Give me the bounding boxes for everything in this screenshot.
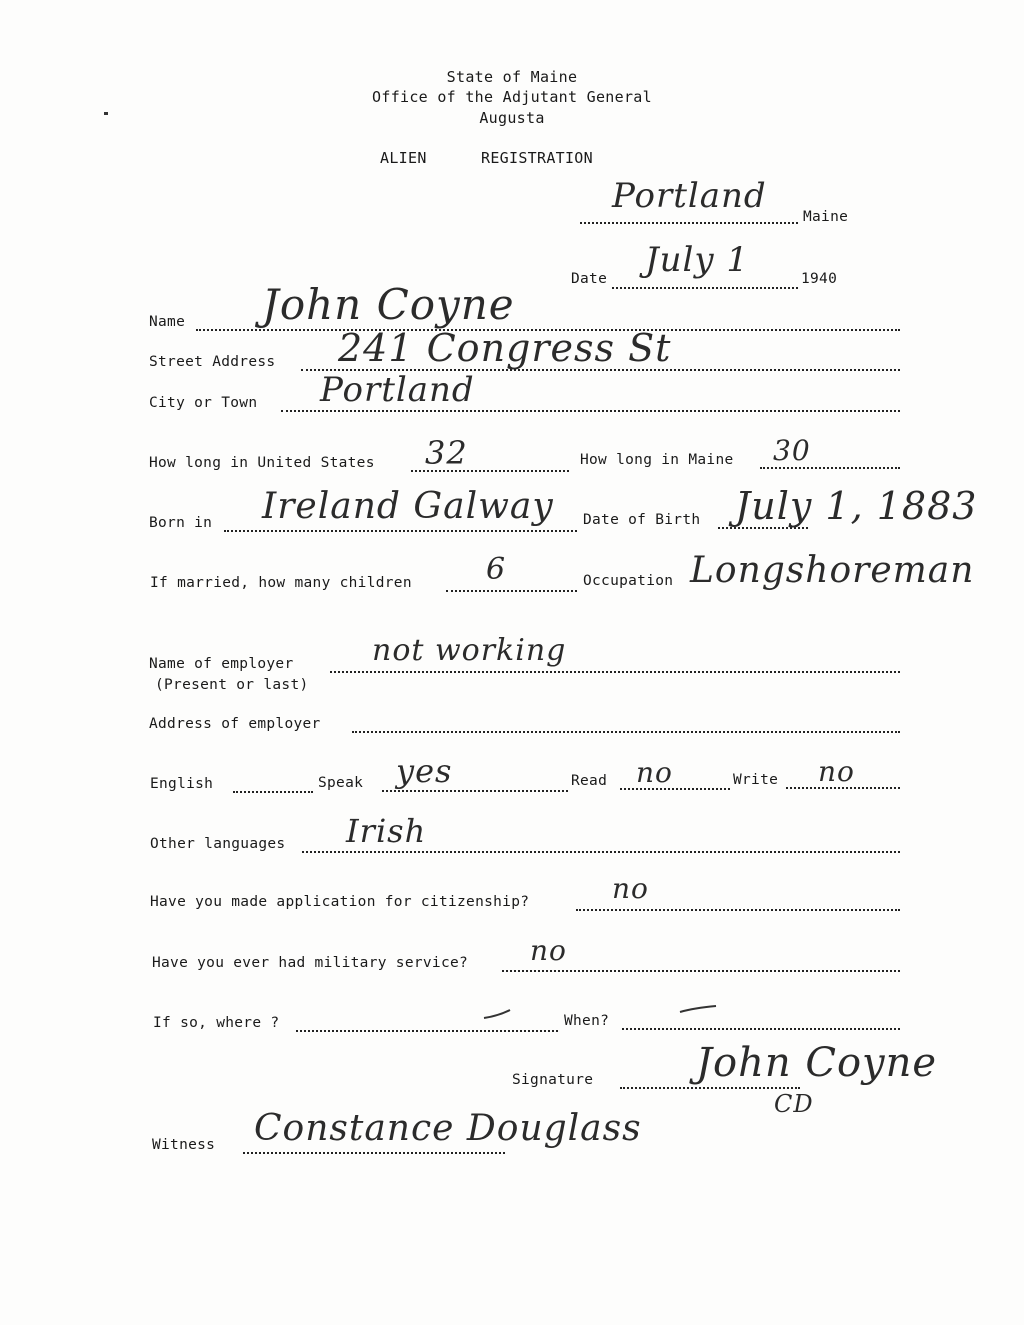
form-title-alien: ALIEN [380,149,427,167]
witness-value: Constance Douglass [254,1108,642,1149]
read-label: Read [571,773,608,789]
stray-mark [104,112,108,115]
english-dots [233,791,313,793]
employer-sublabel: (Present or last) [155,677,309,693]
signature-value: John Coyne [696,1040,938,1086]
street-value: 241 Congress St [338,326,672,370]
date-value: July 1 [645,240,750,280]
maine-years-dots [760,467,900,469]
us-years-label: How long in United States [149,455,375,471]
occupation-label: Occupation [583,573,674,589]
other-languages-value: Irish [346,812,427,850]
where-dash-marks [480,1002,730,1032]
citizenship-value: no [612,872,649,905]
write-label: Write [733,772,779,788]
place-dots [580,222,798,224]
city-value: Portland [320,370,475,410]
header-state: State of Maine [446,68,578,86]
military-label: Have you ever had military service? [152,955,469,971]
dob-value: July 1, 1883 [735,484,978,528]
where-label: If so, where ? [153,1015,280,1031]
name-label: Name [149,314,186,330]
maine-years-value: 30 [773,434,811,467]
employer-dots [330,671,900,673]
military-dots [502,970,900,972]
employer-value: not working [372,633,567,668]
citizenship-dots [576,909,900,911]
born-in-value: Ireland Galway [262,486,554,527]
header-city: Augusta [479,109,545,127]
city-label: City or Town [149,395,258,411]
children-label: If married, how many children [150,575,412,591]
children-dots [446,590,577,592]
employer-address-label: Address of employer [149,716,321,732]
english-label: English [150,776,214,792]
born-in-label: Born in [149,515,213,531]
witness-label: Witness [152,1137,216,1153]
date-dots [612,287,798,289]
read-value: no [636,756,673,789]
dob-label: Date of Birth [583,512,701,528]
when-label: When? [564,1013,610,1029]
date-year: 1940 [801,271,838,287]
write-value: no [818,755,855,788]
military-value: no [530,934,567,967]
date-label: Date [571,271,608,287]
maine-years-label: How long in Maine [580,452,734,468]
speak-label: Speak [318,775,364,791]
signature-label: Signature [512,1072,594,1088]
signature-dots [620,1087,800,1089]
speak-value: yes [396,752,453,790]
place-suffix: Maine [803,209,849,225]
signature-initials: CD [774,1090,814,1118]
other-languages-dots [302,851,900,853]
citizenship-label: Have you made application for citizenship? [150,894,530,910]
place-value: Portland [612,176,767,216]
employer-label: Name of employer [149,656,294,672]
header-office: Office of the Adjutant General [372,88,652,106]
witness-dots [243,1152,505,1154]
name-value: John Coyne [262,280,515,329]
born-in-dots [224,530,577,532]
form-title-registration: REGISTRATION [481,149,593,167]
us-years-value: 32 [425,434,468,472]
occupation-value: Longshoreman [690,550,975,591]
other-languages-label: Other languages [150,836,286,852]
children-value: 6 [486,552,507,587]
city-dots [281,410,900,412]
speak-dots [382,790,568,792]
employer-address-dots [352,731,900,733]
street-label: Street Address [149,354,276,370]
